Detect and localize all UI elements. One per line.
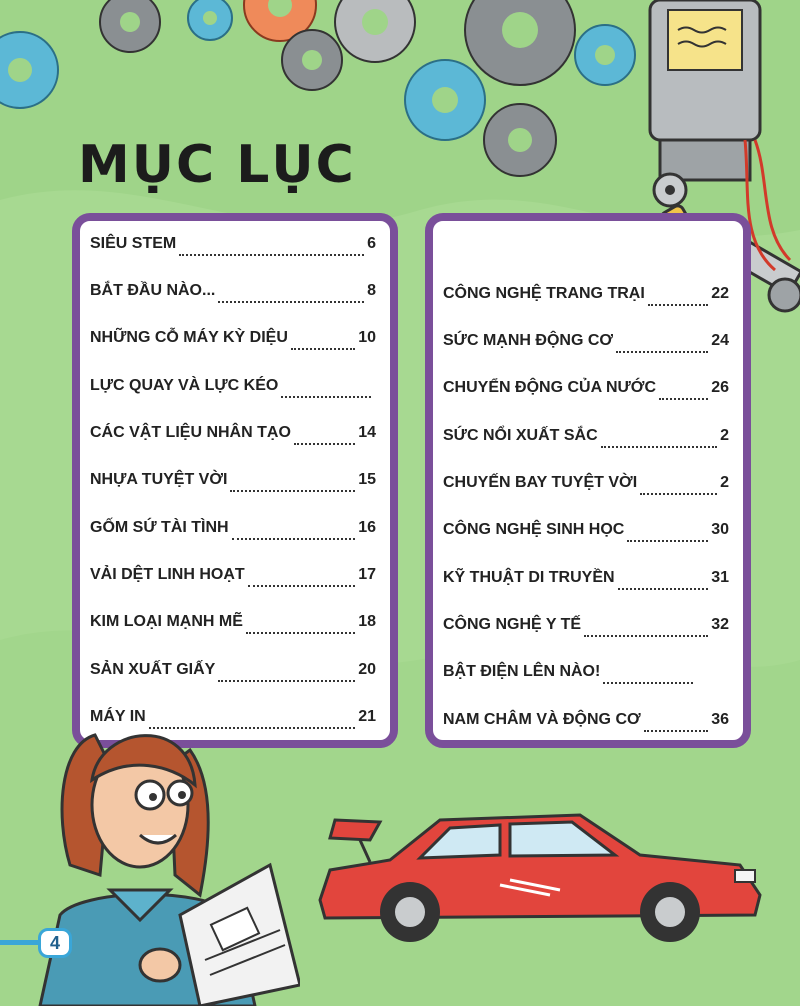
toc-entry-page: 18 [358, 613, 376, 630]
toc-entry[interactable] [90, 613, 376, 637]
toc-entry-page: 10 [358, 329, 376, 346]
gear-icon [282, 30, 342, 90]
dot-leader [618, 576, 709, 590]
gear-icon [465, 0, 575, 85]
toc-entry-label: BẬT ĐIỆN LÊN NÀO! [443, 663, 601, 680]
toc-entry-label: KỸ THUẬT DI TRUYỀN [443, 569, 615, 586]
toc-entry[interactable] [90, 519, 376, 543]
toc-entry[interactable] [90, 471, 376, 495]
toc-entry-page: 24 [711, 332, 729, 349]
toc-entry[interactable] [443, 711, 729, 735]
toc-entry-label: CÔNG NGHỆ Y TẾ [443, 616, 582, 633]
toc-entry[interactable] [443, 474, 729, 498]
gear-icon [188, 0, 232, 40]
toc-entry-page: 17 [358, 566, 376, 583]
toc-entry-label: NHỮNG CỖ MÁY KỲ DIỆU [90, 329, 288, 346]
toc-entry-page: 2 [720, 427, 729, 444]
toc-entry[interactable] [443, 616, 729, 640]
gear-icon [100, 0, 160, 52]
page-number-strip [0, 940, 40, 945]
toc-entry-label: KIM LOẠI MẠNH MẼ [90, 613, 243, 630]
toc-entry-page: 2 [720, 474, 729, 491]
toc-entry-label: NHỰA TUYỆT VỜI [90, 471, 228, 488]
toc-entry-label: CHUYỂN ĐỘNG CỦA NƯỚC [443, 379, 656, 396]
gear-icon [405, 60, 485, 140]
toc-entry[interactable] [443, 427, 729, 451]
toc-entry-label: GỐM SỨ TÀI TÌNH [90, 519, 229, 536]
toc-entry-page: 14 [358, 424, 376, 441]
toc-entry-page: 22 [711, 285, 729, 302]
toc-entry-label: SỨC MẠNH ĐỘNG CƠ [443, 332, 614, 349]
toc-entry[interactable] [90, 377, 376, 401]
toc-entry-label: CÔNG NGHỆ TRANG TRẠI [443, 285, 645, 302]
toc-entry-page: 21 [358, 708, 376, 725]
toc-entry-label: NAM CHÂM VÀ ĐỘNG CƠ [443, 711, 641, 728]
toc-entry-label: SỨC NỔI XUẤT SẮC [443, 427, 598, 444]
toc-entry[interactable] [90, 566, 376, 590]
toc-entry-label: SẢN XUẤT GIẤY [90, 661, 216, 678]
girl-reading-illustration [0, 725, 300, 1006]
toc-entry-page: 15 [358, 471, 376, 488]
toc-entry-page: 16 [358, 519, 376, 536]
toc-entry-page: 20 [358, 661, 376, 678]
toc-entry-label: MÁY IN [90, 708, 146, 725]
toc-entry-label: VẢI DỆT LINH HOẠT [90, 566, 245, 583]
toc-entry[interactable] [90, 329, 376, 353]
gear-icon [335, 0, 415, 62]
dot-leader [640, 481, 717, 495]
toc-entry-page: 31 [711, 569, 729, 586]
toc-entry[interactable] [90, 424, 376, 448]
toc-entry[interactable] [90, 661, 376, 685]
toc-entry-label: CÁC VẬT LIỆU NHÂN TẠO [90, 424, 291, 441]
toc-entry[interactable] [443, 569, 729, 593]
dot-leader [218, 668, 355, 682]
dot-leader [232, 526, 356, 540]
dot-leader [584, 623, 708, 637]
red-car-illustration [310, 800, 770, 950]
page-title: MỤC LỤC [78, 135, 356, 195]
toc-box-left [72, 213, 398, 748]
toc-entry[interactable] [443, 663, 729, 687]
toc-entry-label: CHUYẾN BAY TUYỆT VỜI [443, 474, 638, 491]
dot-leader [291, 336, 355, 350]
dot-leader [659, 386, 708, 400]
toc-entry-label: CÔNG NGHỆ SINH HỌC [443, 521, 625, 538]
toc-entry-page: 32 [711, 616, 729, 633]
dot-leader [601, 434, 717, 448]
toc-entry[interactable] [90, 235, 376, 259]
toc-entry[interactable] [443, 379, 729, 403]
dot-leader [281, 384, 371, 398]
dot-leader [230, 478, 355, 492]
dot-leader [616, 339, 708, 353]
toc-entry-page: 36 [711, 711, 729, 728]
toc-entry-page: 6 [367, 235, 376, 252]
toc-entry-page: 26 [711, 379, 729, 396]
toc-entry[interactable] [443, 285, 729, 309]
toc-entry[interactable] [443, 521, 729, 545]
gear-icon [0, 32, 58, 108]
dot-leader [648, 292, 708, 306]
toc-entry-label: SIÊU STEM [90, 235, 177, 252]
toc-entry-page: 30 [711, 521, 729, 538]
toc-entry-label: BẮT ĐẦU NÀO... [90, 282, 216, 299]
dot-leader [246, 620, 355, 634]
toc-box-right [425, 213, 751, 748]
dot-leader [248, 573, 356, 587]
toc-entry[interactable] [443, 332, 729, 356]
toc-entry-page: 8 [367, 282, 376, 299]
page-number-badge: 4 [38, 928, 72, 958]
dot-leader [644, 718, 709, 732]
dot-leader [179, 242, 364, 256]
gear-icon [484, 104, 556, 176]
toc-entry-label: LỰC QUAY VÀ LỰC KÉO [90, 377, 279, 394]
dot-leader [294, 431, 355, 445]
toc-entry[interactable] [90, 282, 376, 306]
dot-leader [603, 670, 693, 684]
dot-leader [627, 528, 708, 542]
dot-leader [218, 289, 364, 303]
